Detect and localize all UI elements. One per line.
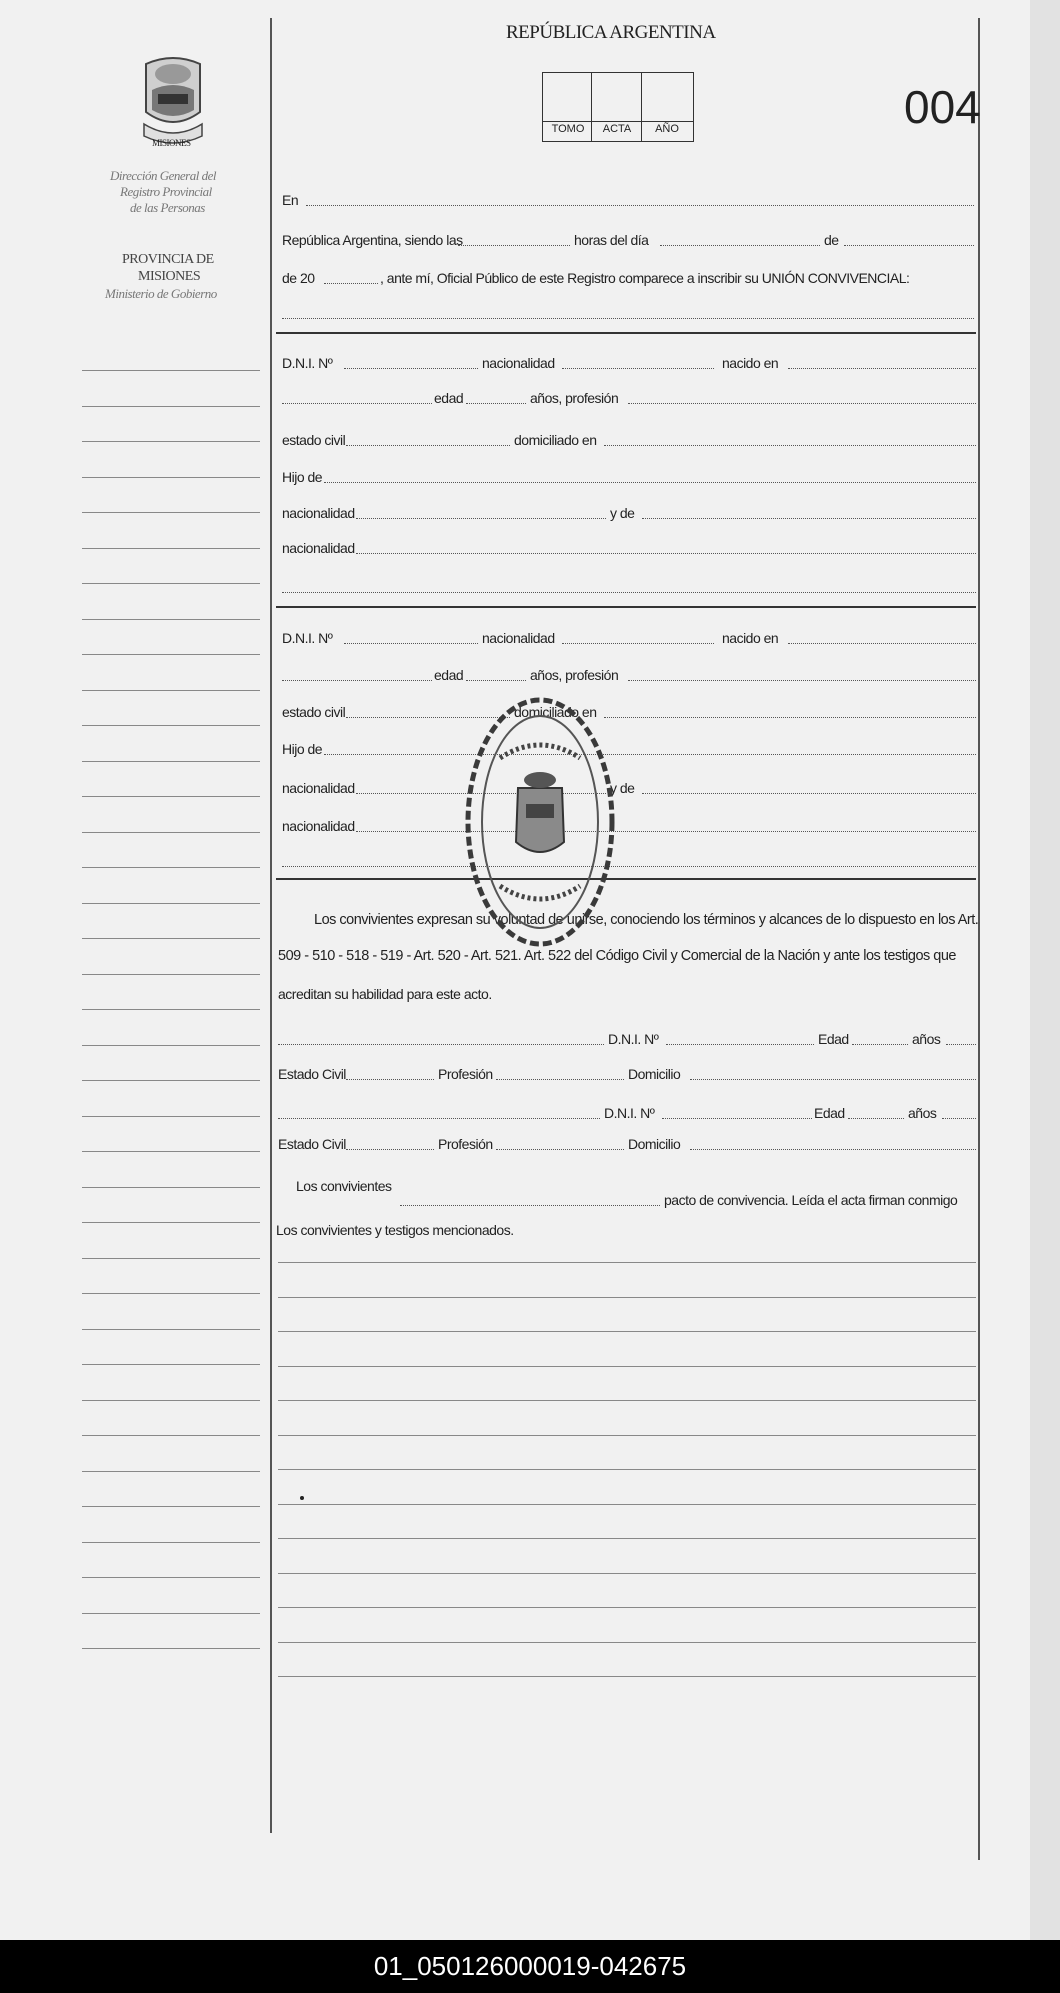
margin-note-line: [82, 654, 260, 655]
p2-anos-profesion: años, profesión: [530, 667, 619, 683]
margin-note-line: [82, 1116, 260, 1117]
notes-line: [278, 1642, 976, 1643]
margin-note-line: [82, 1400, 260, 1401]
p2-nacionalidad-madre: nacionalidad: [282, 818, 355, 834]
w1-domicilio: Domicilio: [628, 1066, 681, 1082]
margin-note-line: [82, 1435, 260, 1436]
p1-hijo-de: Hijo de: [282, 469, 323, 485]
margin-note-line: [82, 406, 260, 407]
provincia-line-1: PROVINCIA DE: [122, 252, 214, 267]
margin-note-line: [82, 1542, 260, 1543]
p2-nacido-en: nacido en: [722, 630, 779, 646]
registry-stamp: [460, 692, 620, 952]
notes-line: [278, 1607, 976, 1608]
margin-note-line: [82, 1648, 260, 1649]
margin-note-line: [82, 761, 260, 762]
margin-note-line: [82, 1187, 260, 1188]
margin-note-line: [82, 1222, 260, 1223]
provincia-line-2: MISIONES: [138, 269, 201, 284]
margin-note-line: [82, 512, 260, 513]
p1-nacionalidad-padre: nacionalidad: [282, 505, 355, 521]
p1-nacido-en: nacido en: [722, 355, 779, 371]
tomo-acta-ano-boxes: [542, 72, 694, 142]
p2-edad: edad: [434, 667, 464, 683]
margin-note-line: [82, 1258, 260, 1259]
margin-note-line: [82, 1471, 260, 1472]
direccion-line-2: Registro Provincial: [120, 184, 212, 199]
tomo-label: TOMO: [551, 123, 585, 135]
w2-domicilio: Domicilio: [628, 1136, 681, 1152]
ink-dot: [300, 1496, 304, 1500]
emblem-ribbon-text: MISIONES: [152, 138, 191, 148]
margin-note-line: [82, 370, 260, 371]
notes-line: [278, 1400, 976, 1401]
closing-pacto: pacto de convivencia. Leída el acta firman conmigo: [664, 1192, 958, 1208]
p1-nacionalidad: nacionalidad: [482, 355, 555, 371]
p2-y-de: y de: [610, 780, 635, 796]
p1-edad: edad: [434, 390, 464, 406]
notes-line: [278, 1469, 976, 1470]
margin-line-left: [270, 18, 272, 1833]
intro-line2-b: horas del día: [574, 232, 649, 248]
margin-note-line: [82, 1506, 260, 1507]
margin-note-line: [82, 938, 260, 939]
margin-note-line: [82, 441, 260, 442]
notes-line: [278, 1573, 976, 1574]
margin-note-line: [82, 690, 260, 691]
country-title: REPÚBLICA ARGENTINA: [506, 22, 716, 43]
w2-edad: Edad: [814, 1105, 845, 1121]
margin-note-line: [82, 583, 260, 584]
direccion-line-3: de las Personas: [130, 200, 205, 215]
margin-note-line: [82, 1151, 260, 1152]
margin-note-line: [82, 1613, 260, 1614]
w2-profesion: Profesión: [438, 1136, 493, 1152]
act-number: 004: [904, 81, 981, 133]
w1-edad: Edad: [818, 1031, 849, 1047]
p1-nacionalidad-madre: nacionalidad: [282, 540, 355, 556]
margin-note-line: [82, 1009, 260, 1010]
page-edge: [1030, 0, 1060, 1940]
p1-estado-civil: estado civil: [282, 432, 346, 448]
notes-line: [278, 1297, 976, 1298]
notes-line: [278, 1676, 976, 1677]
margin-note-line: [82, 832, 260, 833]
p2-dni: D.N.I. Nº: [282, 630, 333, 646]
w2-anos: años: [908, 1105, 937, 1121]
declaration-line-1: Los convivientes expresan su voluntad de unirse, conociendo los términos y alcances de lo dispuesto en los Art.: [314, 912, 979, 928]
scan-id-footer: 01_050126000019-042675: [0, 1940, 1060, 1993]
direccion-line-1: Dirección General del: [110, 168, 216, 183]
margin-line-right: [978, 18, 980, 1860]
p2-estado-civil: estado civil: [282, 704, 346, 720]
margin-note-line: [82, 1293, 260, 1294]
notes-line: [278, 1504, 976, 1505]
p2-nacionalidad-padre: nacionalidad: [282, 780, 355, 796]
margin-note-line: [82, 1364, 260, 1365]
w1-estado-civil: Estado Civil: [278, 1066, 346, 1082]
intro-line2-c: de: [824, 232, 839, 248]
margin-note-line: [82, 619, 260, 620]
declaration-line-3: acreditan su habilidad para este acto.: [278, 986, 492, 1002]
declaration-line-2: 509 - 510 - 518 - 519 - Art. 520 - Art. 521. Art. 522 del Código Civil y Comercial de la Nación y ante los testigos que: [278, 948, 956, 964]
w1-anos: años: [912, 1031, 941, 1047]
margin-note-line: [82, 1045, 260, 1046]
provincial-emblem: [138, 52, 208, 152]
w2-dni: D.N.I. Nº: [604, 1105, 655, 1121]
closing-mencionados: Los convivientes y testigos mencionados.: [276, 1222, 514, 1238]
notes-line: [278, 1435, 976, 1436]
margin-note-line: [82, 796, 260, 797]
margin-note-line: [82, 974, 260, 975]
acta-label: ACTA: [602, 123, 632, 135]
intro-line2-a: República Argentina, siendo las: [282, 232, 463, 248]
margin-note-line: [82, 1080, 260, 1081]
w2-estado-civil: Estado Civil: [278, 1136, 346, 1152]
p1-dni: D.N.I. Nº: [282, 355, 333, 371]
margin-note-line: [82, 1577, 260, 1578]
intro-en: En: [282, 192, 299, 208]
margin-note-line: [82, 477, 260, 478]
notes-line: [278, 1366, 976, 1367]
p1-domiciliado-en: domiciliado en: [514, 432, 597, 448]
p2-hijo-de: Hijo de: [282, 741, 323, 757]
notes-line: [278, 1262, 976, 1263]
p2-nacionalidad: nacionalidad: [482, 630, 555, 646]
margin-note-line: [82, 867, 260, 868]
notes-line: [278, 1331, 976, 1332]
w1-dni: D.N.I. Nº: [608, 1031, 659, 1047]
closing-los-convivientes: Los convivientes: [296, 1178, 392, 1194]
ano-label: AÑO: [655, 123, 679, 135]
margin-note-line: [82, 903, 260, 904]
p1-anos-profesion: años, profesión: [530, 390, 619, 406]
ministerio: Ministerio de Gobierno: [105, 286, 217, 301]
margin-note-line: [82, 725, 260, 726]
p2-domiciliado-en: domiciliado en: [514, 704, 597, 720]
notes-line: [278, 1538, 976, 1539]
intro-line3-b: , ante mí, Oficial Público de este Registro comparece a inscribir su UNIÓN CONVIVENCIAL:: [380, 270, 910, 286]
margin-note-line: [82, 548, 260, 549]
intro-line3-a: de 20: [282, 270, 315, 286]
p1-y-de: y de: [610, 505, 635, 521]
margin-note-line: [82, 1329, 260, 1330]
w1-profesion: Profesión: [438, 1066, 493, 1082]
